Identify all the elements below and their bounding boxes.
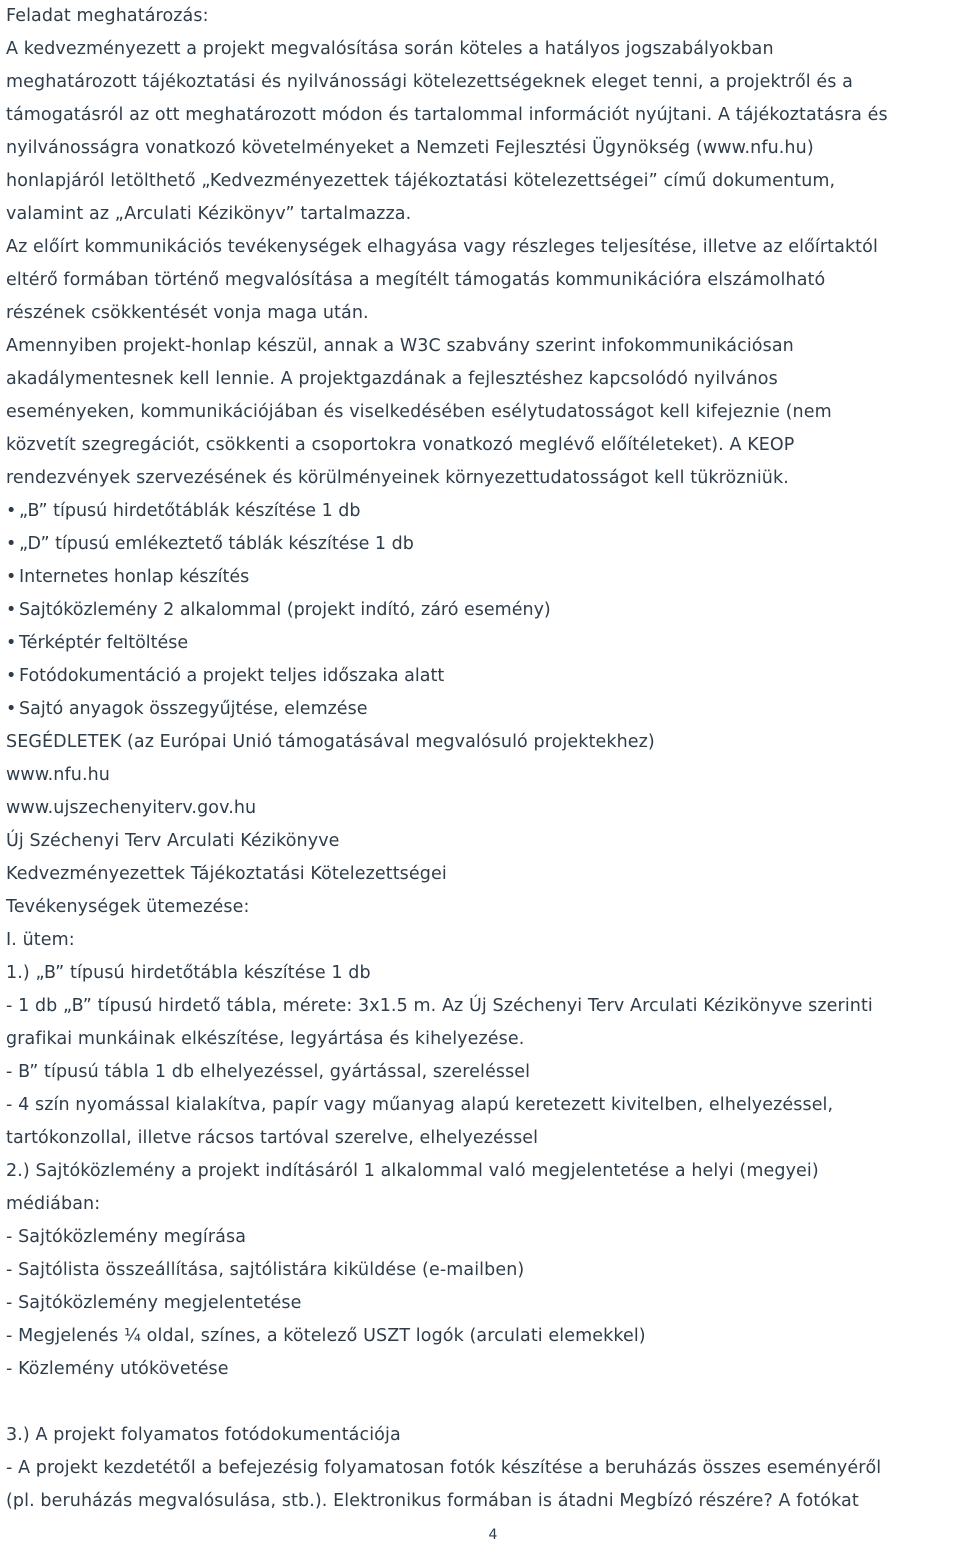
text-line: - A projekt kezdetétől a befejezésig folyamatosan fotók készítése a beruházás összes eseményéről: [6, 1458, 882, 1478]
text-line: Feladat meghatározás:: [6, 6, 209, 26]
bullet-list: [6, 495, 956, 726]
text-line: Amennyiben projekt-honlap készül, annak a W3C szabvány szerint infokommunikációsan: [6, 336, 794, 356]
text-line: akadálymentesnek kell lennie. A projektgazdának a fejlesztéshez kapcsolódó nyilvános: [6, 369, 778, 389]
list-item: [6, 561, 956, 594]
page-number: 4: [488, 1527, 498, 1543]
list-item-text: Sajtóközlemény 2 alkalommal (projekt indító, záró esemény): [19, 600, 551, 620]
text-line: - Közlemény utókövetése: [6, 1359, 229, 1379]
reference-link: www.nfu.hu: [6, 765, 110, 785]
reference-link: www.ujszechenyiterv.gov.hu: [6, 798, 257, 818]
bullet-icon: •: [6, 633, 17, 653]
list-item-text: „D” típusú emlékeztető táblák készítése 1 db: [19, 534, 414, 554]
text-line: A kedvezményezett a projekt megvalósítása során köteles a hatályos jogszabályokban: [6, 39, 774, 59]
list-item: [6, 528, 956, 561]
text-line: eltérő formában történő megvalósítása a megítélt támogatás kommunikációra elszámolható: [6, 270, 826, 290]
list-item: [6, 693, 956, 726]
list-item: [6, 495, 956, 528]
text-line: támogatásról az ott meghatározott módon és tartalommal információt nyújtani. A tájékoztatásra és: [6, 105, 888, 125]
text-line: Az előírt kommunikációs tevékenységek elhagyása vagy részleges teljesítése, illetve az előírtaktól: [6, 237, 878, 257]
text-block-bottom: [6, 1419, 956, 1518]
list-item-text: Internetes honlap készítés: [19, 567, 250, 587]
text-line: 3.) A projekt folyamatos fotódokumentációja: [6, 1425, 401, 1445]
list-item-text: Fotódokumentáció a projekt teljes időszaka alatt: [19, 666, 445, 686]
text-line: 2.) Sajtóközlemény a projekt indításáról 1 alkalommal való megjelentetése a helyi (megyei): [6, 1161, 819, 1181]
bullet-icon: •: [6, 501, 17, 521]
text-line: - Sajtóközlemény megjelentetése: [6, 1293, 302, 1313]
text-line: Új Széchenyi Terv Arculati Kézikönyve: [6, 831, 340, 851]
text-line: - Sajtólista összeállítása, sajtólistára kiküldése (e-mailben): [6, 1260, 525, 1280]
text-block-top: [6, 0, 956, 495]
bullet-icon: •: [6, 600, 17, 620]
list-item: [6, 660, 956, 693]
bullet-icon: •: [6, 666, 17, 686]
text-line: nyilvánosságra vonatkozó követelményeket a Nemzeti Fejlesztési Ügynökség (www.nfu.hu): [6, 138, 814, 158]
text-line: meghatározott tájékoztatási és nyilvánossági kötelezettségeknek eleget tenni, a projektről és a: [6, 72, 853, 92]
text-line: eseményeken, kommunikációjában és viselkedésében esélytudatosságot kell kifejeznie (nem: [6, 402, 832, 422]
text-line: (pl. beruházás megvalósulása, stb.). Elektronikus formában is átadni Megbízó részére? A fotókat: [6, 1491, 859, 1511]
document-page: [6, 0, 956, 1518]
text-line: Kedvezményezettek Tájékoztatási Kötelezettségei: [6, 864, 447, 884]
section-heading: SEGÉDLETEK (az Európai Unió támogatásával megvalósuló projektekhez): [6, 732, 655, 752]
list-item: [6, 627, 956, 660]
bullet-icon: •: [6, 534, 17, 554]
section-heading: Tevékenységek ütemezése:: [6, 897, 250, 917]
text-line: - 1 db „B” típusú hirdető tábla, mérete: 3x1.5 m. Az Új Széchenyi Terv Arculati Kézikönyve szerinti: [6, 996, 873, 1016]
text-line: részének csökkentését vonja maga után.: [6, 303, 369, 323]
text-line: rendezvények szervezésének és körülményeinek környezettudatosságot kell tükrözniük.: [6, 468, 789, 488]
text-line: médiában:: [6, 1194, 101, 1214]
text-line: közvetít szegregációt, csökkenti a csoportokra vonatkozó meglévő előítéleteket). A KEOP: [6, 435, 795, 455]
text-line: I. ütem:: [6, 930, 75, 950]
text-line: - 4 szín nyomással kialakítva, papír vagy műanyag alapú keretezett kivitelben, elhelyezéssel,: [6, 1095, 834, 1115]
text-line: - B” típusú tábla 1 db elhelyezéssel, gyártással, szereléssel: [6, 1062, 531, 1082]
list-item-text: „B” típusú hirdetőtáblák készítése 1 db: [19, 501, 361, 521]
text-line: tartókonzollal, illetve rácsos tartóval szerelve, elhelyezéssel: [6, 1128, 539, 1148]
list-item: [6, 594, 956, 627]
blank-line: [6, 1386, 956, 1419]
bullet-icon: •: [6, 567, 17, 587]
text-line: 1.) „B” típusú hirdetőtábla készítése 1 db: [6, 963, 371, 983]
text-line: - Megjelenés ¼ oldal, színes, a kötelező USZT logók (arculati elemekkel): [6, 1326, 646, 1346]
text-block-middle: [6, 726, 956, 1386]
bullet-icon: •: [6, 699, 17, 719]
list-item-text: Sajtó anyagok összegyűjtése, elemzése: [19, 699, 368, 719]
text-line: - Sajtóközlemény megírása: [6, 1227, 247, 1247]
text-line: grafikai munkáinak elkészítése, legyártása és kihelyezése.: [6, 1029, 525, 1049]
text-line: honlapjáról letölthető „Kedvezményezettek tájékoztatási kötelezettségei” című dokumentum,: [6, 171, 836, 191]
text-line: valamint az „Arculati Kézikönyv” tartalmazza.: [6, 204, 412, 224]
list-item-text: Térképtér feltöltése: [19, 633, 189, 653]
